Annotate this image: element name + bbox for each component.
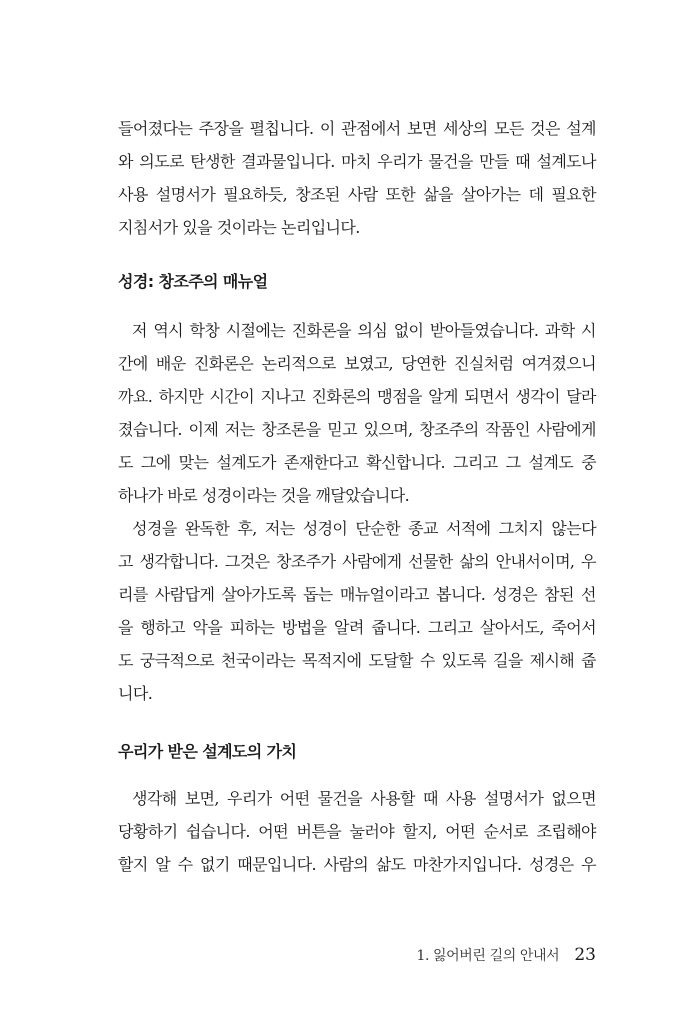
word: 믿고 <box>327 420 357 439</box>
word: 없으면 <box>551 789 596 808</box>
text-line <box>118 145 596 178</box>
word: 않는다 <box>551 519 596 538</box>
word: 도 <box>118 651 133 670</box>
text-line <box>118 112 596 145</box>
word: 목적지에 <box>302 651 362 670</box>
word: 악을 <box>192 618 223 637</box>
word: 그리고 <box>427 618 473 637</box>
word: 깨달았습니다. <box>315 486 410 505</box>
word: 것은 <box>530 119 560 138</box>
word: 우 <box>581 552 596 571</box>
word: 제시해 <box>529 651 575 670</box>
word: 알려 <box>333 618 364 637</box>
word: 생각이 <box>515 387 560 406</box>
word: 중 <box>581 453 596 472</box>
word: 여겨졌으니 <box>521 354 596 373</box>
word: 맞는 <box>178 453 209 472</box>
word: 확신합니다. <box>366 453 445 472</box>
section-manual-paragraphs <box>118 314 596 710</box>
word: 그리고 <box>452 453 498 472</box>
word: 없기 <box>200 855 230 874</box>
word: 진화론을 <box>291 321 352 340</box>
word: 때 <box>422 789 438 808</box>
word: 진실처럼 <box>454 354 514 373</box>
word: 필요한 <box>551 185 596 204</box>
word: 성경은 <box>492 585 537 604</box>
text-line <box>118 347 596 380</box>
word: 리를 <box>118 585 148 604</box>
text-line <box>118 611 596 644</box>
word: 줍니다. <box>371 618 421 637</box>
word: 시 <box>581 321 596 340</box>
word: 또한 <box>385 185 416 204</box>
page-number: 23 <box>574 945 596 965</box>
word: 것이라는 <box>216 218 277 237</box>
word: 설계도가 <box>216 453 276 472</box>
word: 매뉴얼이라고 <box>339 585 429 604</box>
word: 삶도 <box>375 855 406 874</box>
word: 주장을 <box>198 119 244 138</box>
word: 와 <box>118 152 133 171</box>
section-heading-blueprint: 우리가 받은 설계도의 가치 <box>118 742 297 761</box>
word: 살아가도록 <box>221 585 296 604</box>
word: 보면 <box>406 119 437 138</box>
word: 마치 <box>341 152 371 171</box>
word: 성경이라는 <box>201 486 277 505</box>
word: 그 <box>505 453 521 472</box>
word: 돕는 <box>302 585 333 604</box>
word: 설계도 <box>528 453 574 472</box>
running-footer-chapter: 1. 잃어버린 길의 안내서 <box>416 948 560 964</box>
word: 피하는 <box>229 618 275 637</box>
word: 마찬가지입니다. <box>412 855 522 874</box>
word: 수 <box>419 651 435 670</box>
word: 참된 <box>544 585 574 604</box>
word: 사용할 <box>370 789 415 808</box>
word: 생각해 <box>132 789 177 808</box>
word: 길을 <box>493 651 523 670</box>
word: 없이 <box>393 321 424 340</box>
section-heading-manual: 성경: 창조주의 매뉴얼 <box>118 272 268 291</box>
word: 그것은 <box>224 552 270 571</box>
word: 저는 <box>224 420 255 439</box>
word: 이 <box>319 119 335 138</box>
word: 탄생한 <box>190 152 235 171</box>
word: 당연한 <box>401 354 446 373</box>
word: 죽어서 <box>551 618 596 637</box>
word: 들어졌다는 <box>118 119 193 138</box>
page-body <box>118 112 596 881</box>
word: 생각합니다. <box>139 552 219 571</box>
word: 어떤 <box>279 789 310 808</box>
text-line <box>118 413 596 446</box>
word: 삶의 <box>459 552 490 571</box>
word: 삶을 <box>423 185 453 204</box>
word: 살아서도, <box>479 618 544 637</box>
word: 모든 <box>494 119 524 138</box>
word: 설명서가 <box>155 185 216 204</box>
word: 시절에는 <box>225 321 286 340</box>
word: 사람에게 <box>342 552 402 571</box>
word: 창조주가 <box>276 552 336 571</box>
word: 살아가는 <box>461 185 521 204</box>
text-line <box>118 178 596 211</box>
word: 물건을 <box>428 152 473 171</box>
text-line <box>118 446 596 479</box>
word: 단순한 <box>355 519 400 538</box>
word: 의도로 <box>139 152 184 171</box>
intro-paragraph <box>118 112 596 244</box>
word: 창조된 <box>295 185 340 204</box>
word: 후, <box>237 519 257 538</box>
word: 만들 <box>479 152 509 171</box>
word: 하지만 <box>158 387 204 406</box>
text-line <box>118 782 596 815</box>
word: 우 <box>581 855 596 874</box>
word: 이제 <box>188 420 219 439</box>
word: 관점에서 <box>341 119 401 138</box>
word: 선 <box>581 585 596 604</box>
word: 니다. <box>118 684 153 703</box>
word: 그에 <box>140 453 171 472</box>
word: 졌습니다. <box>118 420 182 439</box>
word: 성경이 <box>302 519 348 538</box>
word: 펼칩니다. <box>249 119 314 138</box>
word: 도달할 <box>368 651 413 670</box>
word: 진화론의 <box>311 387 371 406</box>
word: 행하고 <box>140 618 185 637</box>
word: 알 <box>155 855 171 874</box>
word: 그치지 <box>498 519 544 538</box>
section-blueprint-paragraphs <box>118 782 596 881</box>
word: 성경을 <box>132 519 177 538</box>
word: 을 <box>118 618 133 637</box>
page-footer <box>416 940 596 970</box>
word: 필요하듯, <box>223 185 288 204</box>
word: 눌러야 <box>349 822 395 841</box>
word: 창조론을 <box>261 420 321 439</box>
text-line <box>118 314 596 347</box>
word: 궁극적으로 <box>139 651 215 670</box>
word: 물건을 <box>317 789 363 808</box>
word: 저는 <box>264 519 295 538</box>
word: 조립해야 <box>536 822 596 841</box>
text-line <box>118 380 596 413</box>
word: 창조주의 <box>419 420 479 439</box>
word: 결과물입니다. <box>241 152 335 171</box>
word: 선물한 <box>408 552 453 571</box>
word: 도 <box>118 453 133 472</box>
word: 봅니다. <box>436 585 486 604</box>
word: 달라 <box>566 387 596 406</box>
word: 논리적으로 <box>261 354 336 373</box>
word: 때 <box>515 152 531 171</box>
word: 존재한다고 <box>283 453 359 472</box>
word: 저 <box>132 321 147 340</box>
word: 설명서가 <box>483 789 544 808</box>
word: 바로 <box>167 486 198 505</box>
word: 사람에게 <box>536 420 596 439</box>
word: 어떤 <box>445 822 475 841</box>
word: 세상의 <box>443 119 488 138</box>
word: 서적에 <box>445 519 491 538</box>
word: 받아들였습니다. <box>429 321 539 340</box>
word: 쉽습니다. <box>185 822 250 841</box>
word: 배운 <box>155 354 186 373</box>
word: 사람의 <box>323 855 369 874</box>
text-line <box>118 545 596 578</box>
word: 역시 <box>153 321 184 340</box>
word: 사용 <box>445 789 476 808</box>
word: 고 <box>118 552 133 571</box>
word: 것을 <box>280 486 311 505</box>
word: 방법을 <box>281 618 327 637</box>
word: 천국이라는 <box>220 651 296 670</box>
text-line <box>118 815 596 848</box>
word: 때문입니다. <box>237 855 317 874</box>
word: 있으며, <box>363 420 413 439</box>
word: 지침서가 <box>118 218 178 237</box>
word: 있도록 <box>441 651 487 670</box>
word: 데 <box>528 185 544 204</box>
word: 간에 <box>118 354 148 373</box>
word: 우리가 <box>377 152 422 171</box>
word: 되면서 <box>464 387 509 406</box>
word: 설계도나 <box>536 152 596 171</box>
text-line <box>118 512 596 545</box>
word: 어떤 <box>258 822 289 841</box>
word: 수 <box>177 855 193 874</box>
word: 논리입니다. <box>280 218 360 237</box>
word: 순서로 <box>483 822 529 841</box>
word: 보면, <box>184 789 219 808</box>
word: 당황하기 <box>118 822 178 841</box>
text-line <box>118 848 596 881</box>
word: 작품인 <box>485 420 530 439</box>
word: 과학 <box>544 321 575 340</box>
word: 우리가 <box>227 789 272 808</box>
word: 의심 <box>357 321 388 340</box>
text-line <box>118 479 596 512</box>
word: 설계 <box>566 119 596 138</box>
word: 사람 <box>347 185 378 204</box>
text-line <box>118 644 596 677</box>
text-line <box>118 578 596 611</box>
word: 줍 <box>581 651 596 670</box>
word: 지나고 <box>260 387 306 406</box>
word: 맹점을 <box>377 387 422 406</box>
word: 시간이 <box>209 387 255 406</box>
word: 하나가 <box>118 486 163 505</box>
word: 성경은 <box>528 855 574 874</box>
text-line <box>118 211 596 244</box>
word: 안내서이며, <box>495 552 575 571</box>
text-line <box>118 677 596 710</box>
word: 완독한 <box>184 519 230 538</box>
word: 할지, <box>402 822 437 841</box>
word: 사람답게 <box>154 585 215 604</box>
word: 보였고, <box>343 354 394 373</box>
word: 버튼을 <box>296 822 342 841</box>
word: 진화론은 <box>193 354 254 373</box>
word: 사용 <box>118 185 148 204</box>
word: 종교 <box>408 519 438 538</box>
word: 있을 <box>182 218 212 237</box>
word: 학창 <box>189 321 220 340</box>
word: 할지 <box>118 855 148 874</box>
word: 까요. <box>118 387 153 406</box>
word: 알게 <box>428 387 458 406</box>
